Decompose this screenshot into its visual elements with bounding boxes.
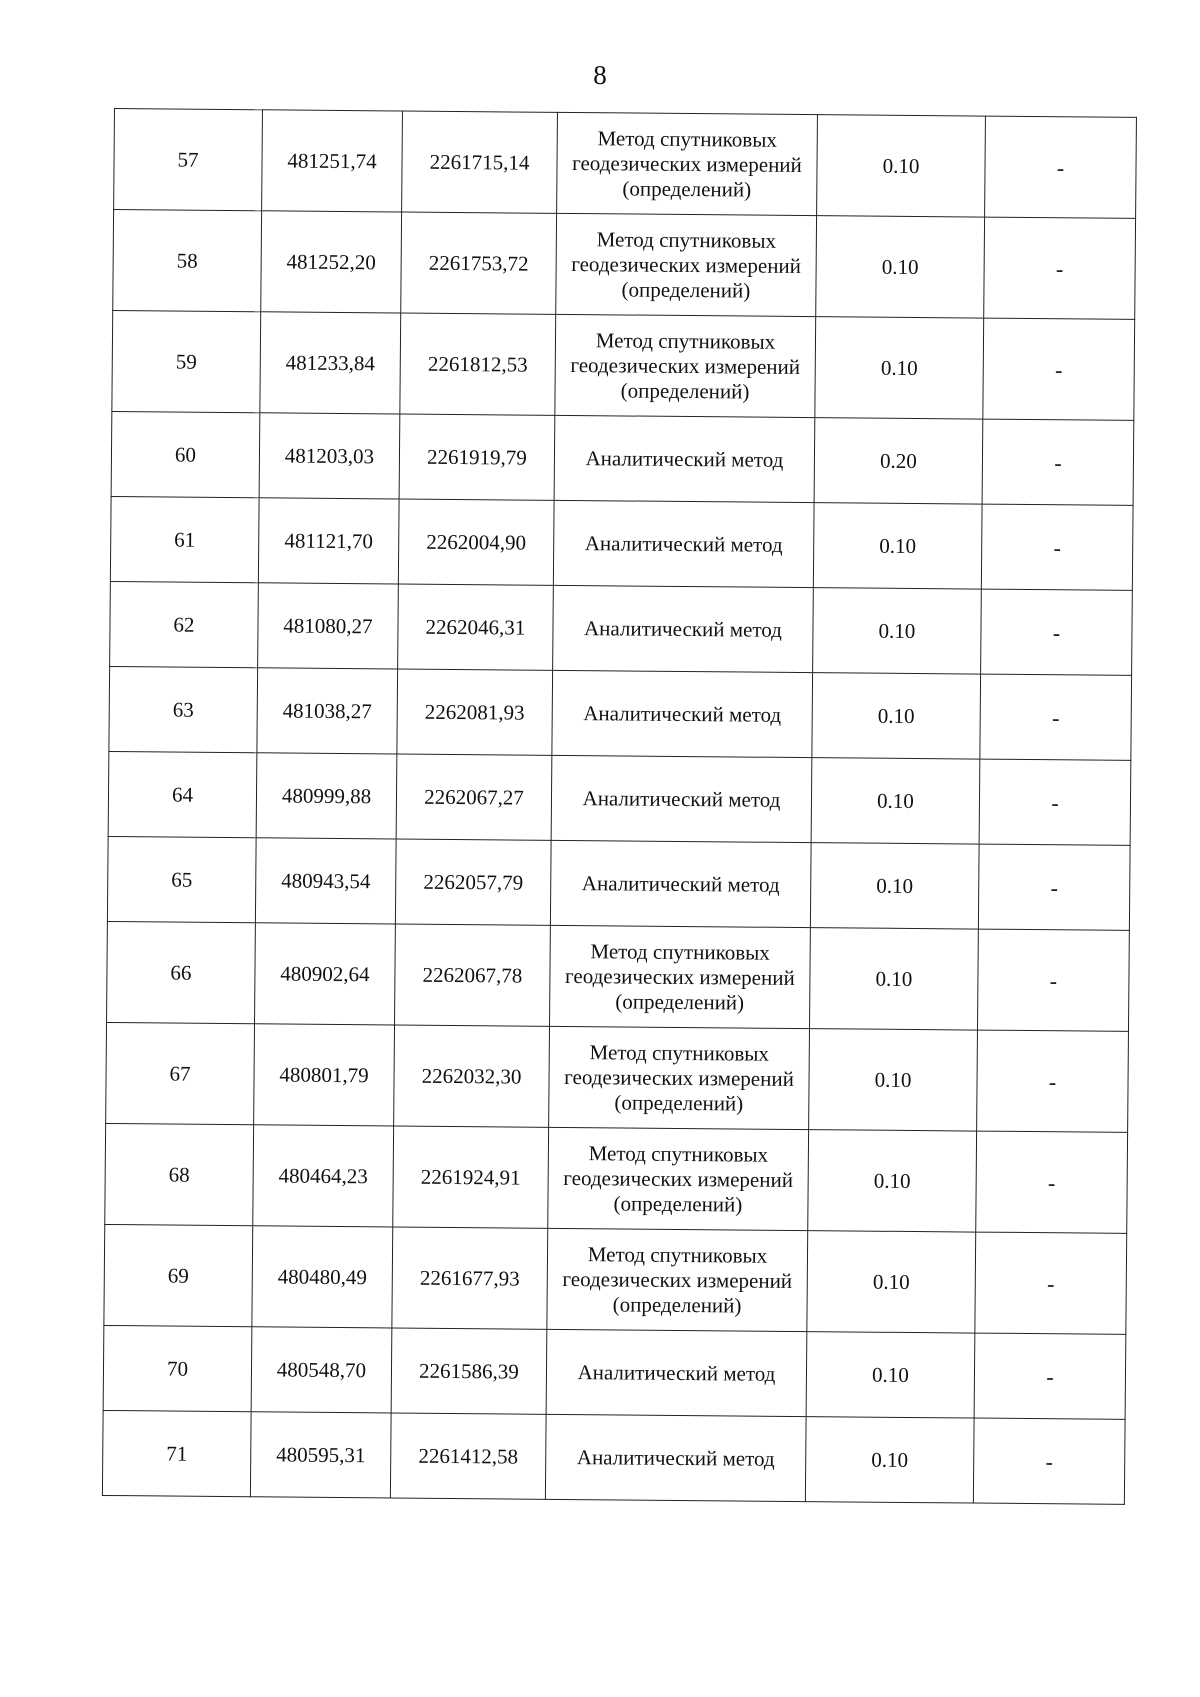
point-number-cell: 60 <box>111 411 260 497</box>
reference-cell: - <box>978 844 1130 930</box>
point-number-cell: 63 <box>109 666 258 752</box>
reference-cell: - <box>981 589 1133 675</box>
point-number-cell: 61 <box>110 496 259 582</box>
method-cell: Аналитический метод <box>554 415 815 502</box>
table-row <box>102 1410 1125 1504</box>
y-coordinate-cell: 2261919,79 <box>399 414 555 500</box>
method-cell: Аналитический метод <box>552 670 813 757</box>
method-cell: Метод спутниковых геодезических измерений (определений) <box>548 1127 809 1230</box>
page-number: 8 <box>593 60 607 90</box>
method-cell: Аналитический метод <box>553 585 814 672</box>
point-number-cell: 66 <box>107 921 256 1023</box>
accuracy-cell: 0.20 <box>814 418 983 504</box>
accuracy-cell: 0.10 <box>817 115 986 217</box>
table-row <box>114 109 1137 219</box>
x-coordinate-cell: 481252,20 <box>261 211 402 313</box>
point-number-cell: 57 <box>114 109 263 211</box>
point-number-cell: 62 <box>110 581 259 667</box>
accuracy-cell: 0.10 <box>807 1231 976 1333</box>
x-coordinate-cell: 480801,79 <box>254 1024 395 1126</box>
point-number-cell: 69 <box>104 1224 253 1326</box>
x-coordinate-cell: 480595,31 <box>250 1412 391 1498</box>
reference-cell: - <box>982 419 1134 505</box>
point-number-cell: 70 <box>103 1325 252 1411</box>
table-row <box>110 581 1133 675</box>
y-coordinate-cell: 2261924,91 <box>393 1126 549 1228</box>
y-coordinate-cell: 2262081,93 <box>397 669 553 755</box>
method-cell: Аналитический метод <box>551 755 812 842</box>
table-row <box>105 1123 1128 1233</box>
table-row <box>111 411 1134 505</box>
x-coordinate-cell: 481080,27 <box>258 583 399 669</box>
method-cell: Аналитический метод <box>550 840 811 927</box>
y-coordinate-cell: 2262032,30 <box>394 1025 550 1127</box>
reference-cell: - <box>977 1030 1129 1132</box>
x-coordinate-cell: 480999,88 <box>256 753 397 839</box>
y-coordinate-cell: 2261586,39 <box>391 1328 547 1414</box>
y-coordinate-cell: 2261812,53 <box>400 313 556 415</box>
x-coordinate-cell: 480548,70 <box>251 1327 392 1413</box>
method-cell: Аналитический метод <box>545 1414 806 1501</box>
reference-cell: - <box>974 1333 1126 1419</box>
x-coordinate-cell: 481251,74 <box>262 110 403 212</box>
y-coordinate-cell: 2261753,72 <box>401 212 557 314</box>
x-coordinate-cell: 481233,84 <box>260 312 401 414</box>
table-row <box>107 836 1130 930</box>
method-cell: Аналитический метод <box>553 500 814 587</box>
accuracy-cell: 0.10 <box>805 1417 974 1503</box>
x-coordinate-cell: 480943,54 <box>255 838 396 924</box>
accuracy-cell: 0.10 <box>812 673 981 759</box>
reference-cell: - <box>976 1131 1128 1233</box>
table-row <box>110 496 1133 590</box>
reference-cell: - <box>983 318 1135 420</box>
point-number-cell: 59 <box>112 310 261 412</box>
table-row <box>107 921 1130 1031</box>
x-coordinate-cell: 480902,64 <box>255 923 396 1025</box>
table-row <box>113 210 1136 320</box>
method-cell: Метод спутниковых геодезических измерений (определений) <box>556 213 817 316</box>
accuracy-cell: 0.10 <box>813 503 982 589</box>
y-coordinate-cell: 2262067,78 <box>395 924 551 1026</box>
accuracy-cell: 0.10 <box>816 216 985 318</box>
y-coordinate-cell: 2262004,90 <box>398 499 554 585</box>
y-coordinate-cell: 2262057,79 <box>395 839 551 925</box>
x-coordinate-cell: 481038,27 <box>257 668 398 754</box>
point-number-cell: 65 <box>107 836 256 922</box>
y-coordinate-cell: 2261715,14 <box>402 111 558 213</box>
reference-cell: - <box>984 217 1136 319</box>
accuracy-cell: 0.10 <box>811 758 980 844</box>
y-coordinate-cell: 2262067,27 <box>396 754 552 840</box>
method-cell: Аналитический метод <box>546 1329 807 1416</box>
accuracy-cell: 0.10 <box>806 1332 975 1418</box>
x-coordinate-cell: 480464,23 <box>253 1125 394 1227</box>
reference-cell: - <box>975 1232 1127 1334</box>
method-cell: Метод спутниковых геодезических измерений (определений) <box>547 1228 808 1331</box>
accuracy-cell: 0.10 <box>810 843 979 929</box>
x-coordinate-cell: 480480,49 <box>252 1226 393 1328</box>
coordinates-table <box>102 108 1137 1505</box>
x-coordinate-cell: 481203,03 <box>259 413 400 499</box>
method-cell: Метод спутниковых геодезических измерений (определений) <box>549 1026 810 1129</box>
point-number-cell: 68 <box>105 1123 254 1225</box>
table-row <box>103 1325 1126 1419</box>
method-cell: Метод спутниковых геодезических измерений (определений) <box>555 314 816 417</box>
y-coordinate-cell: 2262046,31 <box>398 584 554 670</box>
reference-cell: - <box>973 1418 1125 1504</box>
table-row <box>108 751 1131 845</box>
reference-cell: - <box>985 116 1137 218</box>
table-row <box>106 1022 1129 1132</box>
table-body <box>102 109 1136 1505</box>
point-number-cell: 67 <box>106 1022 255 1124</box>
point-number-cell: 58 <box>113 210 262 312</box>
y-coordinate-cell: 2261677,93 <box>392 1227 548 1329</box>
accuracy-cell: 0.10 <box>809 928 978 1030</box>
accuracy-cell: 0.10 <box>815 317 984 419</box>
reference-cell: - <box>977 929 1129 1031</box>
reference-cell: - <box>981 504 1133 590</box>
point-number-cell: 64 <box>108 751 257 837</box>
accuracy-cell: 0.10 <box>809 1029 978 1131</box>
accuracy-cell: 0.10 <box>808 1130 977 1232</box>
table-row <box>104 1224 1127 1334</box>
table-row <box>109 666 1132 760</box>
table-row <box>112 310 1135 420</box>
point-number-cell: 71 <box>102 1410 251 1496</box>
method-cell: Метод спутниковых геодезических измерений (определений) <box>557 112 818 215</box>
y-coordinate-cell: 2261412,58 <box>390 1413 546 1499</box>
reference-cell: - <box>979 759 1131 845</box>
x-coordinate-cell: 481121,70 <box>258 498 399 584</box>
accuracy-cell: 0.10 <box>813 588 982 674</box>
reference-cell: - <box>980 674 1132 760</box>
method-cell: Метод спутниковых геодезических измерений (определений) <box>550 925 811 1028</box>
